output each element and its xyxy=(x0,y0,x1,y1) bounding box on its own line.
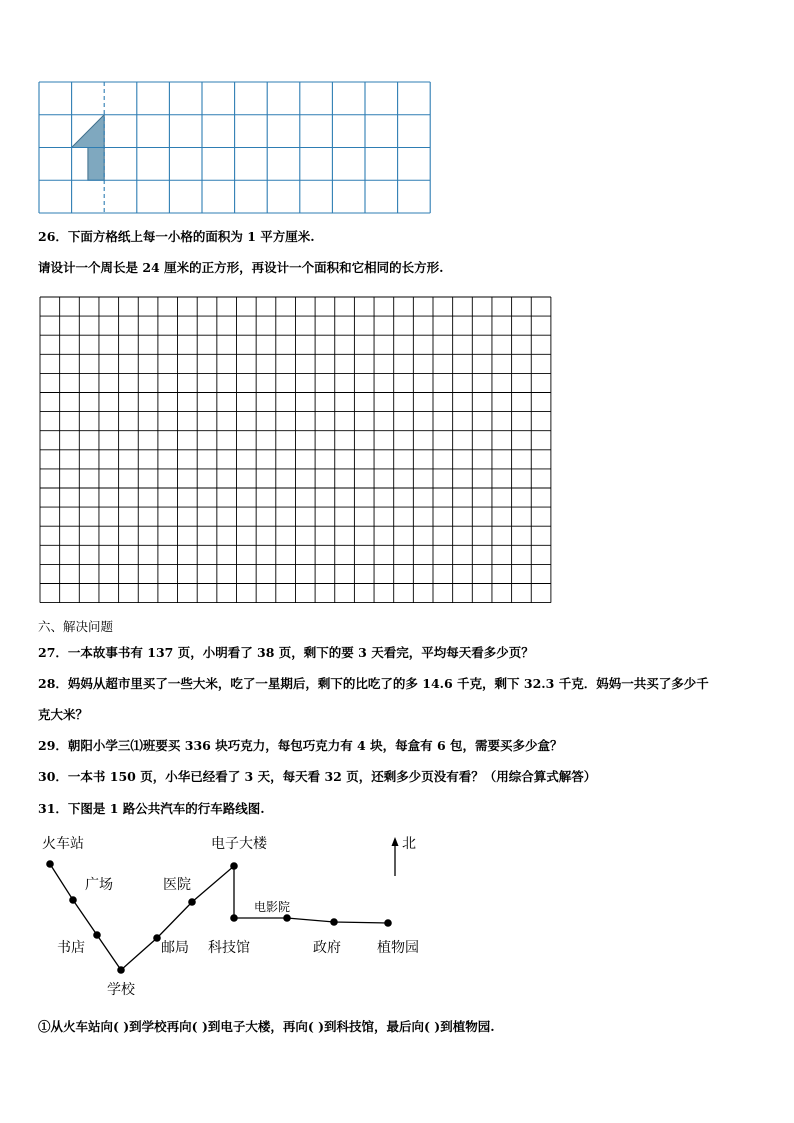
label-electronics-building: 电子大楼 xyxy=(211,836,267,852)
q31-sub1: ①从火车站向( )到学校再向( )到电子大楼，再向( )到科技馆，最后向( )到植物园. xyxy=(38,1019,495,1034)
label-bookstore: 书店 xyxy=(57,940,85,956)
label-school: 学校 xyxy=(107,982,135,998)
label-tech-center: 科技馆 xyxy=(208,940,250,956)
stop-dot-school xyxy=(117,966,125,974)
q29-text: 29．朝阳小学三⑴班要买 336 块巧克力，每包巧克力有 4 块，每盒有 6 包，需要买多少盒？ xyxy=(38,738,563,753)
q30-text: 30．一本书 150 页，小华已经看了 3 天，每天看 32 页，还剩多少页没有看？（用综合算式解答） xyxy=(38,769,597,784)
north-label: 北 xyxy=(402,836,416,852)
stop-dot-square xyxy=(69,896,77,904)
q26-instruction: 请设计一个周长是 24 厘米的正方形，再设计一个面积和它相同的长方形. xyxy=(38,260,444,275)
stop-dot-train-station xyxy=(46,860,54,868)
q26-title: 26．下面方格纸上每一小格的面积为 1 平方厘米. xyxy=(38,229,315,244)
stop-dot-hospital xyxy=(188,898,196,906)
stop-dot-post-office xyxy=(153,934,161,942)
stop-dot-botanical xyxy=(384,919,392,927)
label-botanical-garden: 植物园 xyxy=(377,940,419,956)
north-arrow-icon xyxy=(392,837,399,846)
stop-dot-electronics xyxy=(230,862,238,870)
label-square: 广场 xyxy=(85,877,113,893)
q27-text: 27．一本故事书有 137 页，小明看了 38 页，剩下的要 3 天看完，平均每天看多少页？ xyxy=(38,645,534,660)
label-cinema: 电影院 xyxy=(254,900,291,914)
q31-text: 31．下图是 1 路公共汽车的行车路线图. xyxy=(38,801,265,816)
label-train-station: 火车站 xyxy=(42,836,84,852)
label-post-office: 邮局 xyxy=(161,940,189,956)
q28-line1: 28．妈妈从超市里买了一些大米，吃了一星期后，剩下的比吃了的多 14.6 千克，剩下 32.3 千克．妈妈一共买了多少千 xyxy=(38,676,709,691)
label-hospital: 医院 xyxy=(163,877,191,893)
section-title: 六、解决问题 xyxy=(38,619,114,634)
q28-line2: 克大米？ xyxy=(38,707,89,722)
stop-dot-tech xyxy=(230,914,238,922)
stop-dot-bookstore xyxy=(93,931,101,939)
stop-dot-cinema xyxy=(283,914,291,922)
stop-dot-government xyxy=(330,918,338,926)
label-government: 政府 xyxy=(313,940,341,956)
